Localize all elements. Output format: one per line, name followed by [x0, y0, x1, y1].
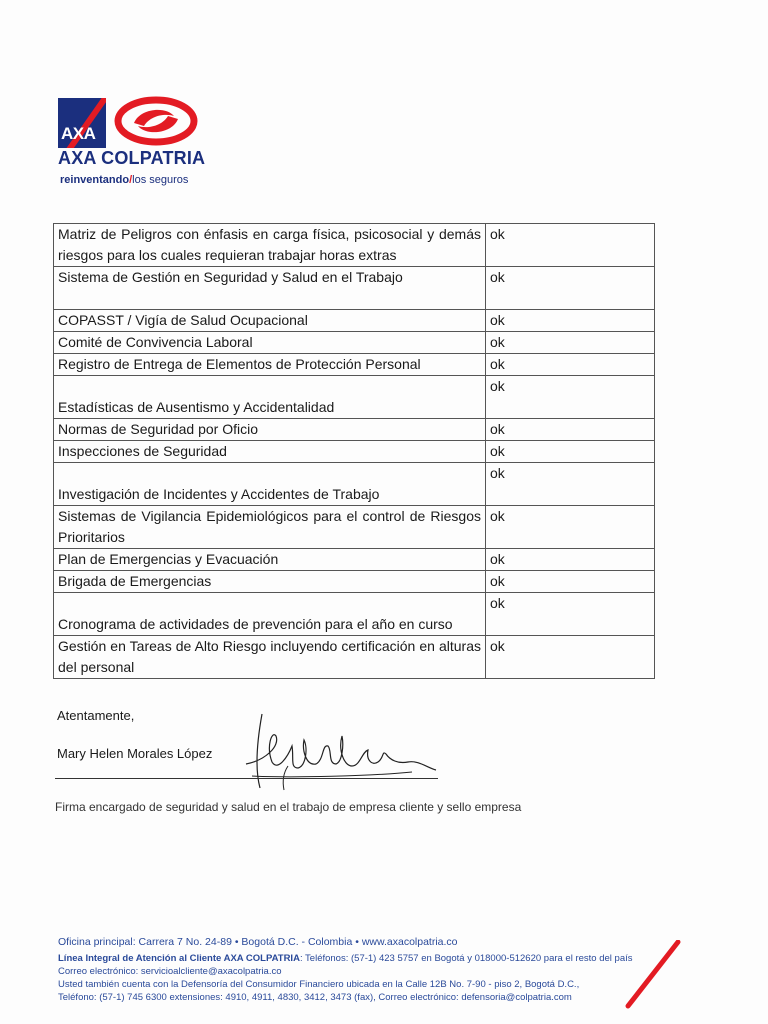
checklist-item: Brigada de Emergencias: [54, 571, 486, 593]
signature-caption: Firma encargado de seguridad y salud en el trabajo de empresa cliente y sello empresa: [55, 800, 522, 814]
checklist-item: Cronograma de actividades de prevención para el año en curso: [54, 593, 486, 636]
axa-logo-mark: [58, 98, 106, 148]
checklist-row: [54, 441, 655, 463]
checklist-status: ok: [486, 354, 655, 376]
checklist-status: ok: [486, 376, 655, 419]
footer-defensoria-1: Usted también cuenta con la Defensoría del Consumidor Financiero ubicada en la Calle 12B No. 7-90 - piso 2, Bogotá D.C.,: [58, 979, 580, 990]
checklist-status: ok: [486, 636, 655, 679]
closing-text: Atentamente,: [57, 708, 135, 723]
checklist-status: ok: [486, 267, 655, 310]
checklist-status: ok: [486, 506, 655, 549]
checklist-status: ok: [486, 332, 655, 354]
signature-line: [55, 778, 438, 779]
checklist-table: [53, 223, 655, 679]
brand-tagline: reinventando/los seguros: [60, 174, 189, 186]
checklist-item: Sistema de Gestión en Seguridad y Salud en el Trabajo: [54, 267, 486, 310]
checklist-status: ok: [486, 549, 655, 571]
checklist-row: [54, 354, 655, 376]
checklist-item: Gestión en Tareas de Alto Riesgo incluyendo certificación en alturas del personal: [54, 636, 486, 679]
checklist-status: ok: [486, 419, 655, 441]
checklist-row: [54, 506, 655, 549]
checklist-item: Comité de Convivencia Laboral: [54, 332, 486, 354]
checklist-row: [54, 419, 655, 441]
checklist-row: [54, 376, 655, 419]
checklist-row: [54, 636, 655, 679]
checklist-row: [54, 267, 655, 310]
brand-name: AXA COLPATRIA: [58, 148, 206, 168]
footer-service-line: Línea Integral de Atención al Cliente AXA COLPATRIA: Teléfonos: (57-1) 423 5757 en Bogotá y 018000-512620 para el resto del país: [58, 953, 633, 964]
checklist-row: [54, 593, 655, 636]
checklist-row: [54, 224, 655, 267]
axa-logo-text: AXA: [61, 124, 96, 143]
checklist-item: Matriz de Peligros con énfasis en carga física, psicosocial y demás riesgos para los cuales requieran trabajar horas extras: [54, 224, 486, 267]
checklist-item: Registro de Entrega de Elementos de Protección Personal: [54, 354, 486, 376]
checklist-status: ok: [486, 224, 655, 267]
checklist-status: ok: [486, 571, 655, 593]
checklist-row: [54, 310, 655, 332]
colpatria-swirl-icon: [114, 96, 198, 146]
checklist-status: ok: [486, 310, 655, 332]
checklist-row: [54, 463, 655, 506]
footer: [58, 936, 658, 1004]
checklist-status: ok: [486, 593, 655, 636]
footer-defensoria-2: Teléfono: (57-1) 745 6300 extensiones: 4910, 4911, 4830, 3412, 3473 (fax), Correo electrónico: defensoria@colpatria.com: [58, 992, 572, 1003]
company-logo: [58, 96, 218, 192]
brand-slash-icon: [622, 940, 682, 1010]
checklist-item: Inspecciones de Seguridad: [54, 441, 486, 463]
checklist-item: Estadísticas de Ausentismo y Accidentalidad: [54, 376, 486, 419]
checklist-row: [54, 571, 655, 593]
checklist-status: ok: [486, 441, 655, 463]
signer-name: Mary Helen Morales López: [57, 746, 213, 761]
checklist-item: Investigación de Incidentes y Accidentes de Trabajo: [54, 463, 486, 506]
footer-email: Correo electrónico: servicioalcliente@axacolpatria.co: [58, 966, 282, 977]
checklist-status: ok: [486, 463, 655, 506]
checklist-row: [54, 332, 655, 354]
checklist-item: COPASST / Vigía de Salud Ocupacional: [54, 310, 486, 332]
checklist-item: Normas de Seguridad por Oficio: [54, 419, 486, 441]
checklist-item: Sistemas de Vigilancia Epidemiológicos para el control de Riesgos Prioritarios: [54, 506, 486, 549]
checklist-row: [54, 549, 655, 571]
footer-main-office: Oficina principal: Carrera 7 No. 24-89 • Bogotá D.C. - Colombia • www.axacolpatria.co: [58, 936, 458, 948]
checklist-item: Plan de Emergencias y Evacuación: [54, 549, 486, 571]
handwritten-signature: [232, 706, 442, 796]
